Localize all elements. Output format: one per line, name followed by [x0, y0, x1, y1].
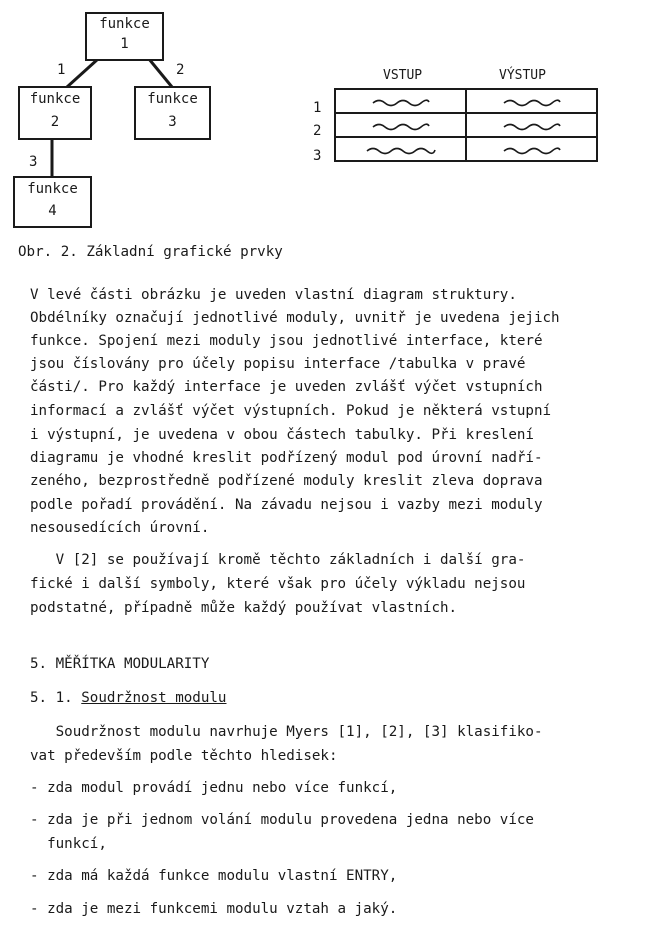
squiggle-icon	[371, 121, 431, 131]
module-number: 3	[168, 114, 177, 130]
module-title: funkce	[99, 16, 150, 32]
input-cell	[335, 113, 466, 137]
module-title: funkce	[147, 91, 198, 107]
paragraph-line: V [2] se používají kromě těchto základních i další gra-	[30, 552, 526, 568]
module-box-4	[13, 176, 92, 228]
list-item: - zda je při jednom volání modulu provedena jedna nebo více	[30, 812, 534, 828]
paragraph-line: části/. Pro každý interface je uveden zvlášť výčet vstupních	[30, 379, 543, 395]
squiggle-icon	[365, 145, 437, 155]
section-heading	[30, 656, 209, 672]
table-row	[335, 89, 597, 113]
edge-label-1: 1	[57, 62, 66, 78]
paragraph-line: Soudržnost modulu navrhuje Myers [1], [2], [3] klasifiko-	[30, 724, 543, 740]
table-header-output: VÝSTUP	[499, 68, 546, 83]
table-row	[335, 113, 597, 137]
section-title: MĚŘÍTKA MODULARITY	[55, 656, 210, 672]
paragraph-line: funkce. Spojení mezi moduly jsou jednotlivé interface, které	[30, 333, 543, 349]
module-box-2	[18, 86, 92, 140]
paragraph-line: Obdélníky označují jednotlivé moduly, uvnitř je uvedena jejich	[30, 310, 560, 326]
interface-table	[334, 88, 598, 162]
paragraph-line: nesousedících úrovní.	[30, 520, 210, 536]
output-cell	[466, 137, 597, 161]
module-title: funkce	[27, 181, 78, 197]
paragraph-line: i výstupní, je uvedena v obou částech tabulky. Při kreslení	[30, 427, 534, 443]
paragraph-line: vat především podle těchto hledisek:	[30, 748, 338, 764]
output-cell	[466, 89, 597, 113]
subsection-heading	[30, 690, 226, 706]
module-box-1	[85, 12, 164, 61]
connector-1-2	[67, 59, 98, 87]
squiggle-icon	[371, 97, 431, 107]
module-number: 1	[120, 36, 129, 52]
figure-caption: Obr. 2. Základní grafické prvky	[18, 244, 283, 260]
table-row	[335, 137, 597, 161]
table-header-input: VSTUP	[383, 68, 423, 83]
paragraph-line: jsou číslovány pro účely popisu interface /tabulka v pravé	[30, 356, 526, 372]
section-number: 5.	[30, 656, 48, 672]
paragraph-line: fické i další symboly, které však pro účely výkladu nejsou	[30, 576, 526, 592]
module-title: funkce	[29, 91, 81, 107]
paragraph-line: informací a zvlášť výčet výstupních. Pokud je některá vstupní	[30, 403, 552, 419]
list-item: - zda má každá funkce modulu vlastní ENTRY,	[30, 868, 398, 884]
subsection-title: Soudržnost modulu	[81, 690, 227, 706]
paragraph-line: diagramu je vhodné kreslit podřízený modul pod úrovní nadří-	[30, 450, 543, 466]
module-number: 2	[50, 114, 60, 130]
list-item: - zda modul provádí jednu nebo více funkcí,	[30, 780, 398, 796]
connector-1-3	[149, 59, 172, 87]
table-row-number: 3	[313, 148, 322, 164]
edge-label-2: 2	[176, 62, 185, 78]
paragraph-line: V levé části obrázku je uveden vlastní diagram struktury.	[30, 287, 517, 303]
table-row-number: 1	[313, 100, 322, 116]
list-item-continuation: funkcí,	[30, 836, 107, 852]
squiggle-icon	[502, 121, 562, 131]
table-row-number: 2	[313, 123, 322, 139]
paragraph-line: podstatné, případně může každý používat vlastních.	[30, 600, 458, 616]
module-box-3	[134, 86, 211, 140]
edge-label-3: 3	[29, 154, 38, 170]
paragraph-line: podle pořadí provádění. Na závadu nejsou i vazby mezi moduly	[30, 497, 543, 513]
output-cell	[466, 113, 597, 137]
list-item: - zda je mezi funkcemi modulu vztah a jaký.	[30, 901, 398, 917]
input-cell	[335, 89, 466, 113]
input-cell	[335, 137, 466, 161]
squiggle-icon	[502, 145, 562, 155]
subsection-number: 5. 1.	[30, 690, 73, 706]
squiggle-icon	[502, 97, 562, 107]
module-number: 4	[48, 203, 57, 219]
paragraph-line: zeného, bezprostředně podřízené moduly kreslit zleva doprava	[30, 473, 543, 489]
